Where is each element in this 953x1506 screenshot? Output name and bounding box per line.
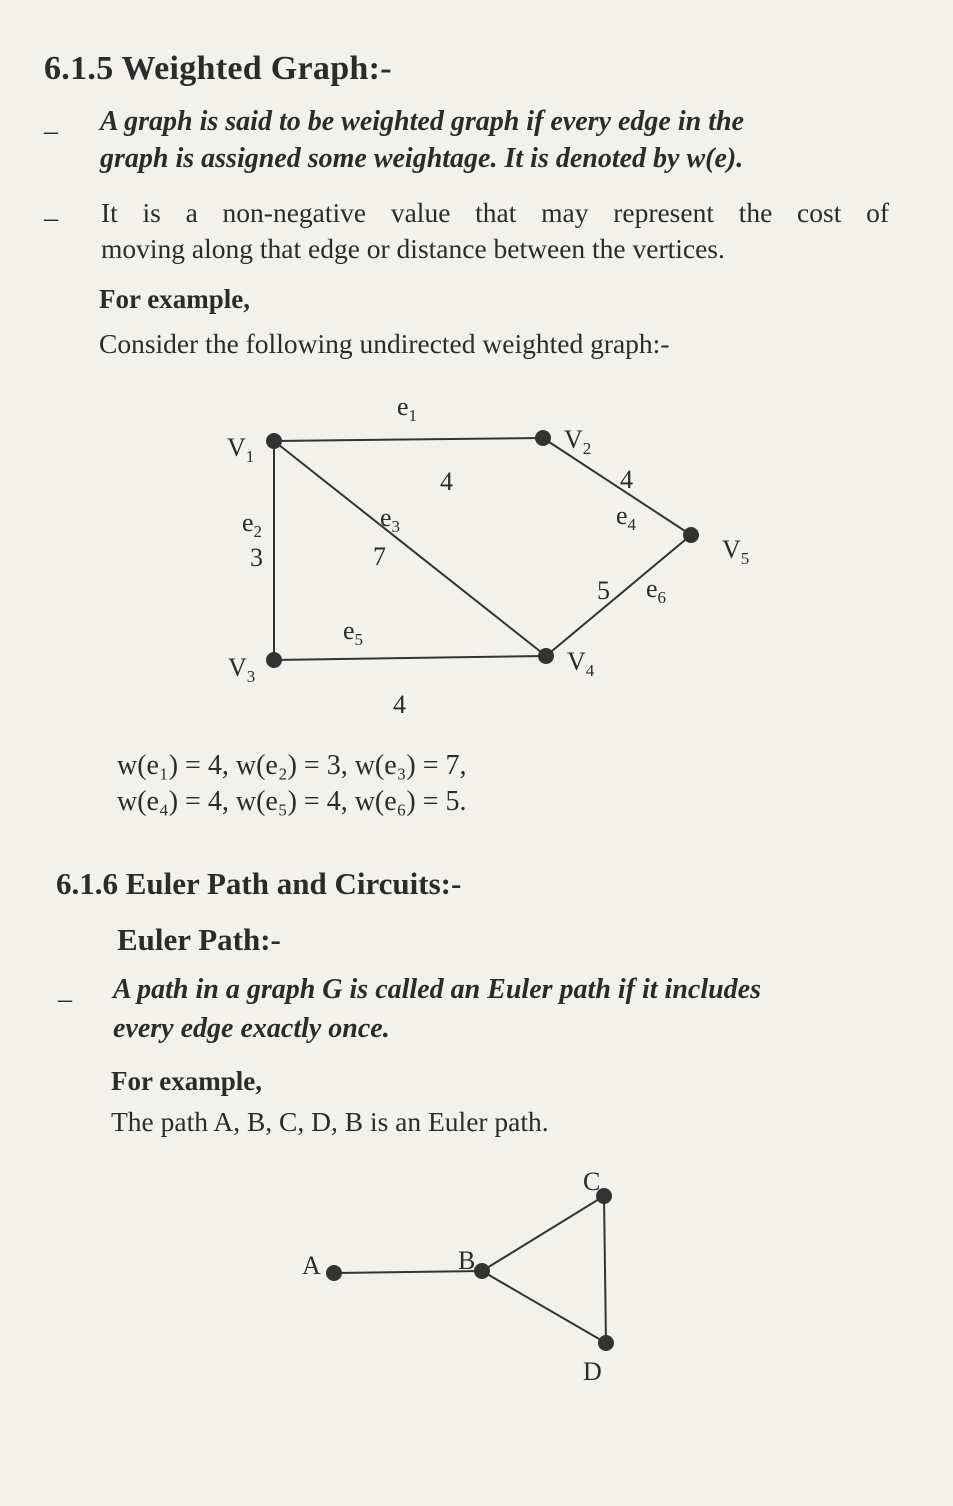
vertex-label-v4: $V_4$ xyxy=(567,647,595,680)
vertex-v2-dot xyxy=(535,430,551,446)
vertex-label-c: C xyxy=(583,1167,601,1196)
edge-e5-line xyxy=(274,656,546,660)
edge-name-e4: $e_4$ xyxy=(616,501,637,534)
vertex-label-b: B xyxy=(458,1246,476,1275)
edge-name-e2: $e_2$ xyxy=(242,508,263,541)
edge-name-e1: $e_1$ xyxy=(397,392,418,425)
example-label: For example, xyxy=(99,284,250,314)
bullet-marker: – xyxy=(44,116,58,147)
edge-weight-e2: 3 xyxy=(250,543,263,572)
vertex-d-dot xyxy=(598,1335,614,1351)
section-heading-weighted-graph: 6.1.5 Weighted Graph:- xyxy=(44,50,392,87)
vertex-a-dot xyxy=(326,1265,342,1281)
edge-weight-e1: 4 xyxy=(440,467,453,496)
subheading-euler-path: Euler Path:- xyxy=(117,922,281,957)
bullet-marker: – xyxy=(44,203,58,234)
vertex-v4-dot xyxy=(538,648,554,664)
edge-name-e5: $e_5$ xyxy=(343,616,364,649)
edge-weight-e4: 4 xyxy=(620,465,633,494)
weights-line-2: w(e₄) = 4, w(e₅) = 4, w(e₆) = 5. xyxy=(117,786,467,817)
euler-definition-line-2: every edge exactly once. xyxy=(113,1013,390,1044)
definition-line-2: graph is assigned some weightage. It is denoted by w(e). xyxy=(100,143,744,174)
vertex-v5-dot xyxy=(683,527,699,543)
edge-e1-line xyxy=(274,438,543,441)
edge-weight-e6: 5 xyxy=(597,576,610,605)
vertex-v3-dot xyxy=(266,652,282,668)
vertex-label-v2: $V_2$ xyxy=(564,425,592,458)
euler-example-label: For example, xyxy=(111,1066,262,1096)
vertex-label-v3: $V_3$ xyxy=(228,653,256,686)
euler-example-text: The path A, B, C, D, B is an Euler path. xyxy=(111,1106,549,1137)
definition-line-1: A graph is said to be weighted graph if every edge in the xyxy=(100,106,744,137)
description-line-1: It is a non-negative value that may represent the cost of xyxy=(101,197,889,228)
graph-intro: Consider the following undirected weighted graph:- xyxy=(99,328,670,359)
edge-name-e6: $e_6$ xyxy=(646,574,667,607)
edge-name-e3: $e_3$ xyxy=(380,503,401,536)
vertex-v1-dot xyxy=(266,433,282,449)
edge-weight-e3: 7 xyxy=(373,542,386,571)
description-line-2: moving along that edge or distance between the vertices. xyxy=(101,233,725,264)
vertex-label-a: A xyxy=(302,1251,321,1280)
vertex-label-v5: $V_5$ xyxy=(722,535,750,568)
edge-e3-line xyxy=(274,441,546,656)
edge-c-d xyxy=(604,1196,606,1343)
weights-line-1: w(e₁) = 4, w(e₂) = 3, w(e₃) = 7, xyxy=(117,750,467,781)
edge-b-c xyxy=(482,1196,604,1271)
vertex-b-dot xyxy=(474,1263,490,1279)
edge-d-b xyxy=(482,1271,606,1343)
edge-e6-line xyxy=(546,535,691,656)
bullet-marker: – xyxy=(58,984,72,1015)
vertex-label-v1: $V_1$ xyxy=(227,433,255,466)
edge-weight-e5: 4 xyxy=(393,690,406,719)
vertex-label-d: D xyxy=(583,1357,602,1386)
section-heading-euler: 6.1.6 Euler Path and Circuits:- xyxy=(56,866,462,901)
euler-definition-line-1: A path in a graph G is called an Euler path if it includes xyxy=(113,974,762,1005)
